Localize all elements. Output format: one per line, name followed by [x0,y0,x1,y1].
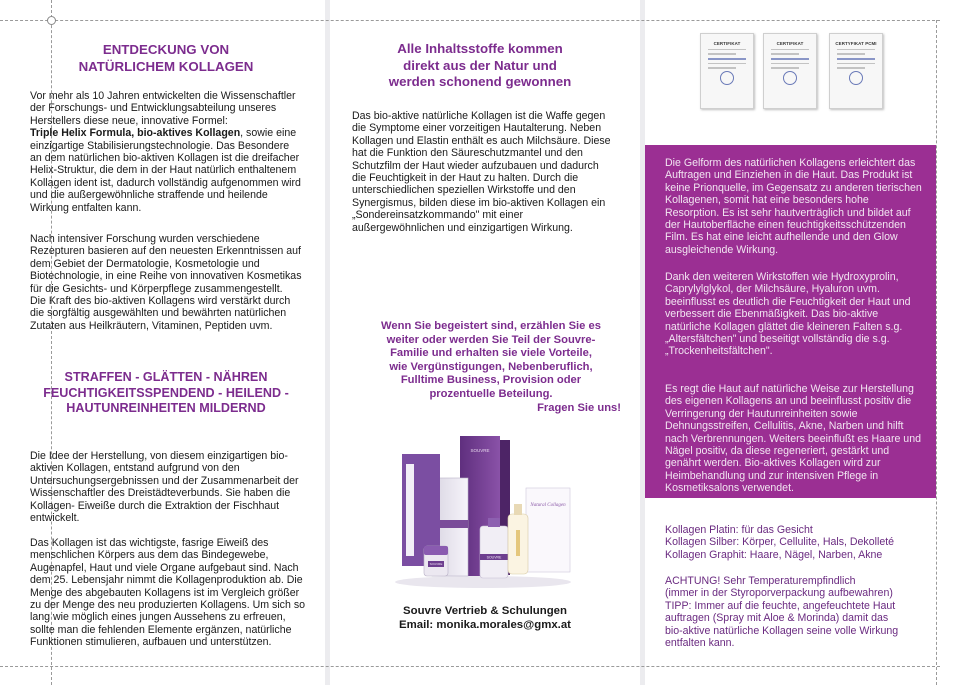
certificate-seal-icon [849,71,863,85]
heading-discovery: ENTDECKUNG VON NATÜRLICHEM KOLLAGEN [78,42,254,74]
box-paragraph-effects: Es regt die Haut auf natürliche Weise zur Herstellung des eigenen Kollagens an und beeinflusst positiv die Verringerung der Hautunreinheiten sowie Dehnungsstreifen, Cellulitis, Akne, Narben und hilft nach Verbrennungen. Weiters beeinflußt es Haare und Nägel positiv, da diese regeneriert, gestärkt und genährt werden. Bio-aktives Kollagen wird zur Heimbehandlung und zur intensiven Pflege in Kosmetiksalons verwendet. [665,383,921,495]
product-jar-lid [424,546,448,555]
product-bottle-label: SOUVRE [486,555,502,560]
heading-benefits: STRAFFEN - GLÄTTEN - NÄHREN FEUCHTIGKEITSSPENDEND - HEILEND - HAUTUNREINHEITEN MILDERND [43,370,289,415]
certificate-seal-icon [783,71,797,85]
product-brand-label: SOUVRE [470,448,490,453]
product-photo [388,430,573,590]
product-perfume-box [526,488,570,572]
paragraph-research: Nach intensiver Forschung wurden verschiedene Rezepturen basieren auf den neuesten Erkenntnissen auf dem Gebiet der Dermatologie, Kosmetologie und Biotechnologie, in eine Reihe von innovativen Kosmetikas für die Gesichts- und Körperpflege zusammengestellt. Die Kraft des bio-aktiven Kollagens wird verstärkt durch die sorgfältig ausgewählten und bewährten natürlichen Zutaten aus Heilkräutern, Vitaminen, Peptiden uvm. [30,233,302,332]
product-perfume-cap [514,504,522,515]
contact-email[interactable]: Email: monika.morales@gmx.at [399,619,571,631]
paragraph-ingredients: Das bio-aktive natürliche Kollagen ist die Waffe gegen die Symptome einer vorzeitigen Hautalterung. Neben Kollagen und Elastin enthält es auch Milchsäure. Diese hat die Funktion den Säureschutzmantel und den Schutzfilm der Haut wieder aufzubauen und dadurch die Feuchtigkeit in der Haut zu halten. Durch die unterschiedlichen speziellen Wirkstoffe und den Synergismus, bilden diese im bio-aktiven Kollagen ein „Sondereinsatzkommando" mit einer außergewöhnlichen und einzigartigen Wirkung. [352,110,611,234]
paragraph-origin: Die Idee der Herstellung, von diesem einzigartigen bio- aktiven Kollagen, entstand aufgrund von den Untersuchungsergebnissen und der Zusammenarbeit der Wissenschaftler des Dreistädteverbunds. Sie haben die Kollagen- Eiweiße durch die Extraktion der Fischhaut entwickelt. [30,450,299,525]
box-paragraph-gel: Die Gelform des natürlichen Kollagens erleichtert das Auftragen und Einziehen in die Haut. Das Produkt ist keine Prionquelle, im Gegensatz zu anderen tierischen Kollagenen, somit hat eine besonders hohe Resorption. Es ist sehr hautverträglich und bildet auf der Hautoberfläche einen feuchtigkeitsschützenden Film. Es hat eine leicht aufhellende und den Glow ausgleichende Wirkung. [665,157,922,256]
variant-list: Kollagen Platin: für das Gesicht Kollagen Silber: Körper, Cellulite, Hals, Dekolleté Kollagen Graphit: Haare, Nägel, Narben, Akne [665,524,895,561]
info-box-purple [645,145,936,498]
product-bottle [480,526,508,578]
guide-top [0,20,940,21]
certificate-seal-icon [720,71,734,85]
certificate-2-title: CERTIFIKAT [776,41,804,46]
paragraph-intro-rest: , sowie eine einzigartige Stabilisierungstechnologie. Das Besondere an dem natürlichen bio-aktiven Kollagen ist die dreifacher Helix-Struktur, die dem in der Haut natürlich enthaltenem Kollagen ident ist, dadurch vollständig aufgenommen wird und die außergewöhnliche straffende und heilende Wirkung entfalten kann. [30,127,301,214]
paragraph-intro [30,90,325,214]
product-perfume-stripe [516,530,520,556]
promo-ask: Fragen Sie uns! [537,402,621,414]
product-bottle-cap [488,518,500,527]
paragraph-collagen-body: Das Kollagen ist das wichtigste, fasrige Eiweiß des menschlichen Körpers aus dem das Bindegewebe, Augenapfel, Haut und viele Organe aufgebaut sind. Nach dem 25. Lebensjahr nimmt die Kollagenproduktion ab. Die Menge des abgebauten Kollagens ist im Vergleich größer zu der Menge des neu produzierten Kollagens. Um sich so lang wie möglich eines jungen Aussehens zu erfreuen, sollte man die fehlenden Elemente ergänzen, natürliche Funktionen stimulieren, aufbauen und unterstützen. [30,537,306,649]
paragraph-intro-bold: Triple Helix Formula, bio-aktives Kollagen [30,127,241,140]
paragraph-intro-lead: Vor mehr als 10 Jahren entwickelten die Wissenschaftler der Forschungs- und Entwicklungsabteilung unseres Herstellers diese neue, innovative Formel: [30,90,296,127]
promo-text: Wenn Sie begeistert sind, erzählen Sie es weiter oder werden Sie Teil der Souvre- Familie und erhalten sie viele Vorteile, wie Vergünstigungen, Nebenberuflich, Fulltime Business, Provision oder prozentuelle Beteilung. [381,320,601,400]
contact-name: Souvre Vertrieb & Schulungen [403,605,567,617]
warning-tip: ACHTUNG! Sehr Temperaturempfindlich (immer in der Styroporverpackung aufbewahren) TIPP: Immer auf die feuchte, angefeuchtete Haut auftragen (Spray mit Aloe & Morinda) damit das bio-aktive natürliche Kollagen seine volle Wirkung entfalten kann. [665,575,899,650]
certificate-3 [829,33,883,109]
product-perfume-label: Natural Collagen [530,503,566,508]
selection-handle[interactable] [47,16,56,25]
product-jar-label: SOUVRE [429,562,443,566]
certificate-3-title: CERTYFIKAT PCMI [835,41,877,46]
product-tube-left [406,464,414,556]
certificate-2 [763,33,817,109]
certificate-1-title: CERTIFIKAT [713,41,741,46]
box-paragraph-ingredients: Dank den weiteren Wirkstoffen wie Hydroxyprolin, Caprylylglykol, der Milchsäure, Hyaluron uvm. beeinflusst es deutlich die Feuchtigkeit der Haut und verbessert die Ebenmäßigkeit. Das bio-aktive natürliche Kollagen glättet die kleineren Falten s.g. „Altersfältchen" und beseitigt vollständig die s.g. „Trockenheitsfältchen". [665,271,911,358]
guide-bottom [0,666,940,667]
certificate-1 [700,33,754,109]
heading-ingredients: Alle Inhaltsstoffe kommen direkt aus der Natur und werden schonend gewonnen [388,41,572,90]
